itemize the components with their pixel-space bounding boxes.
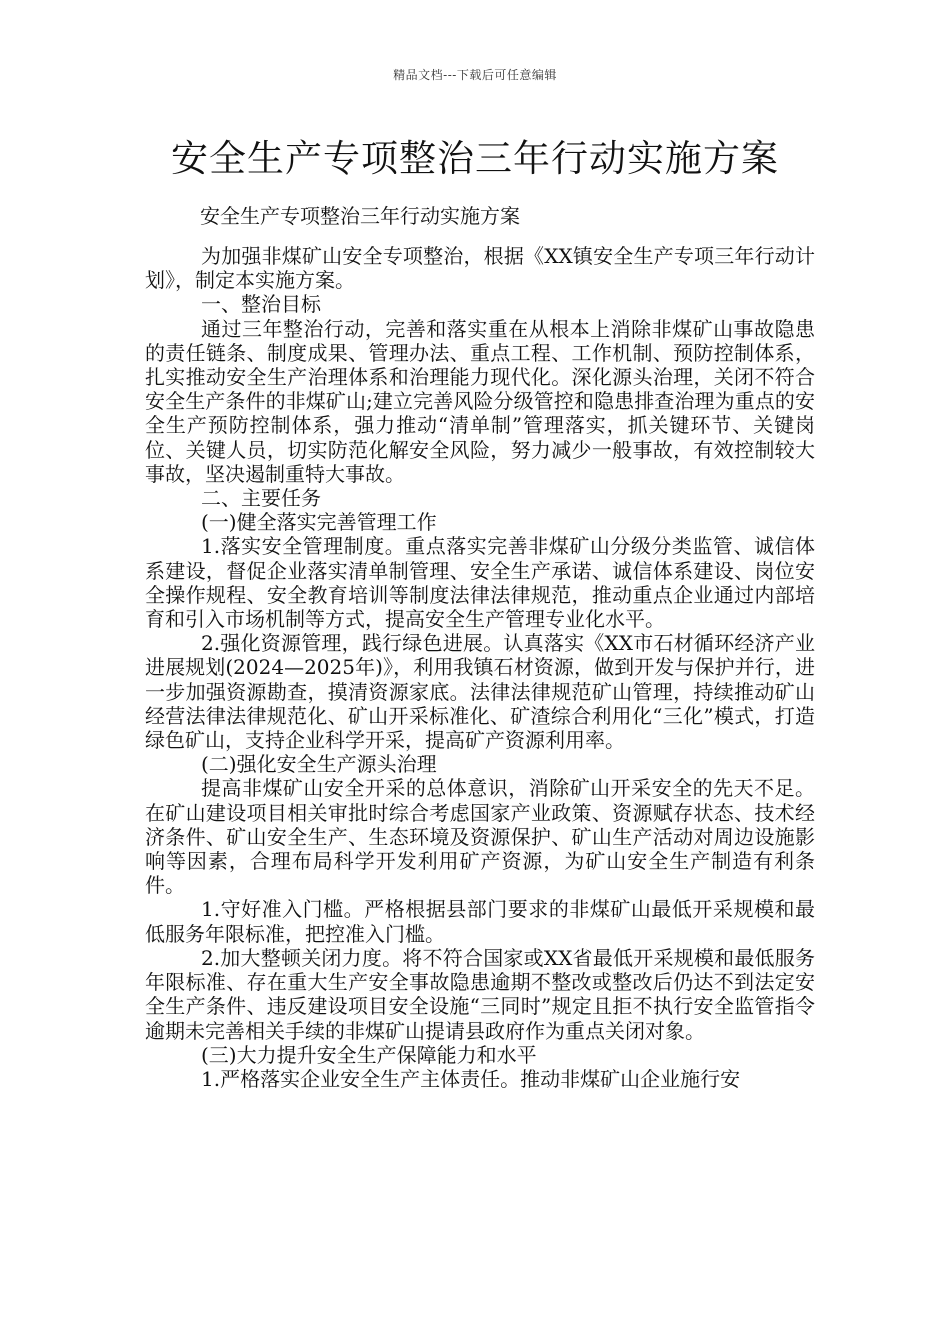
paragraph-task-1-2: 2.强化资源管理，践行绿色进展。认真落实《XX市石材循环经济产业进展规划(2024—2025年)》，利用我镇石材资源，做到开发与保护并行，进一步加强资源勘查，摸清资源家底。法律法律规范矿山管理，持续推动矿山经营法律法律规范化、矿山开采标准化、矿渣综合利用化“三化”模式，打造绿色矿山，支持企业科学开采，提高矿产资源利用率。 [145,631,815,753]
paragraph-task-2-intro: 提高非煤矿山安全开采的总体意识，消除矿山开采安全的先天不足。在矿山建设项目相关审批时综合考虑国家产业政策、资源赋存状态、技术经济条件、矿山安全生产、生态环境及资源保护、矿山生产活动对周边设施影响等因素，合理布局科学开发利用矿产资源，为矿山安全生产制造有利条件。 [145,776,815,898]
document-subtitle: 安全生产专项整治三年行动实施方案 [200,204,520,228]
paragraph-task-2-1: 1.守好准入门槛。严格根据县部门要求的非煤矿山最低开采规模和最低服务年限标准，把控准入门槛。 [145,897,815,946]
paragraph-task-3-1: 1.严格落实企业安全生产主体责任。推动非煤矿山企业施行安 [201,1066,741,1091]
document-title: 安全生产专项整治三年行动实施方案 [171,137,779,180]
subsection-heading-1: (一)健全落实完善管理工作 [201,510,437,535]
header-note: 精品文档---下载后可任意编辑 [393,68,557,82]
subsection-heading-2: (二)强化安全生产源头治理 [201,752,437,777]
paragraph-goals: 通过三年整治行动，完善和落实重在从根本上消除非煤矿山事故隐患的责任链条、制度成果、管理办法、重点工程、工作机制、预防控制体系，扎实推动安全生产治理体系和治理能力现代化。深化源头治理，关闭不符合安全生产条件的非煤矿山;建立完善风险分级管控和隐患排查治理为重点的安全生产预防控制体系，强力推动“清单制”管理落实，抓关键环节、关键岗位、关键人员，切实防范化解安全风险，努力减少一般事故，有效控制较大事故，坚决遏制重特大事故。 [145,316,815,486]
paragraph-task-2-2: 2.加大整顿关闭力度。将不符合国家或XX省最低开采规模和最低服务年限标准、存在重大生产安全事故隐患逾期不整改或整改后仍达不到法定安全生产条件、违反建设项目安全设施“三同时”规定且拒不执行安全监管指令逾期未完善相关手续的非煤矿山提请县政府作为重点关闭对象。 [145,945,815,1043]
section-heading-tasks: 二、主要任务 [201,486,321,511]
section-heading-goals: 一、整治目标 [201,292,321,317]
subsection-heading-3: (三)大力提升安全生产保障能力和水平 [201,1042,537,1067]
paragraph-task-1-1: 1.落实安全管理制度。重点落实完善非煤矿山分级分类监管、诚信体系建设，督促企业落实清单制管理、安全生产承诺、诚信体系建设、岗位安全操作规程、安全教育培训等制度法律法律规范，推动重点企业通过内部培育和引入市场机制等方式，提高安全生产管理专业化水平。 [145,534,815,632]
document-body [145,244,815,1091]
paragraph-intro: 为加强非煤矿山安全专项整治，根据《XX镇安全生产专项三年行动计划》，制定本实施方案。 [145,244,815,293]
